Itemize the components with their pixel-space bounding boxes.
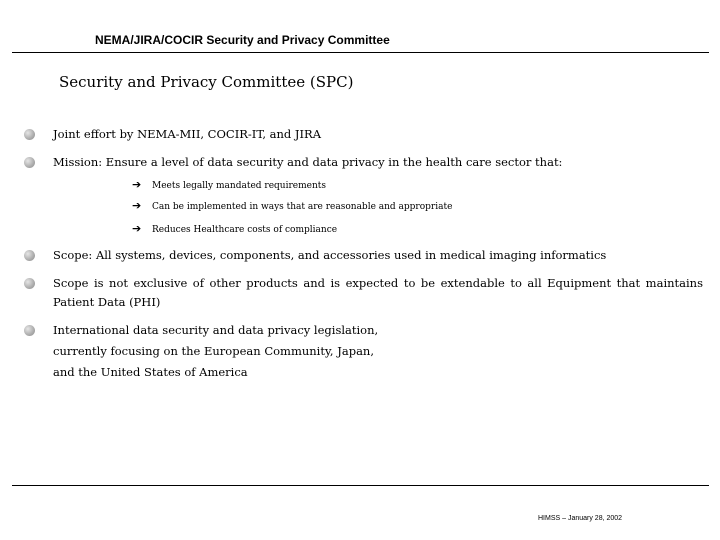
slide-title: Security and Privacy Committee (SPC) [59, 73, 354, 91]
arrow-icon: ➔ [132, 178, 142, 191]
bullet-icon [24, 278, 35, 289]
bottom-divider [12, 485, 709, 486]
sub-bullet-item: Can be implemented in ways that are reasonable and appropriate [152, 202, 453, 212]
header-title: NEMA/JIRA/COCIR Security and Privacy Committee [95, 33, 390, 47]
bullet-item: Joint effort by NEMA-MII, COCIR-IT, and JIRA [53, 127, 322, 141]
footer-text: HIMSS – January 28, 2002 [538, 515, 623, 522]
arrow-icon: ➔ [132, 222, 142, 235]
bullet-icon [24, 129, 35, 140]
bullet-icon [24, 325, 35, 336]
bullet-icon [24, 157, 35, 168]
bullet-item-continuation: and the United States of America [53, 365, 248, 379]
bullet-item: International data security and data privacy legislation, [53, 323, 379, 337]
arrow-icon: ➔ [132, 199, 142, 212]
bullet-item: Scope is not exclusive of other products and is expected to be extendable to all Equipment that maintains Patient Data (PHI) [53, 276, 703, 309]
bullet-icon [24, 250, 35, 261]
bullet-item: Mission: Ensure a level of data security and data privacy in the health care sector that: [53, 155, 563, 169]
bullet-item-continuation: currently focusing on the European Community, Japan, [53, 344, 374, 358]
bullet-item: Scope: All systems, devices, components, and accessories used in medical imaging informatics [53, 248, 607, 262]
sub-bullet-item: Reduces Healthcare costs of compliance [152, 225, 338, 235]
sub-bullet-item: Meets legally mandated requirements [152, 181, 326, 191]
